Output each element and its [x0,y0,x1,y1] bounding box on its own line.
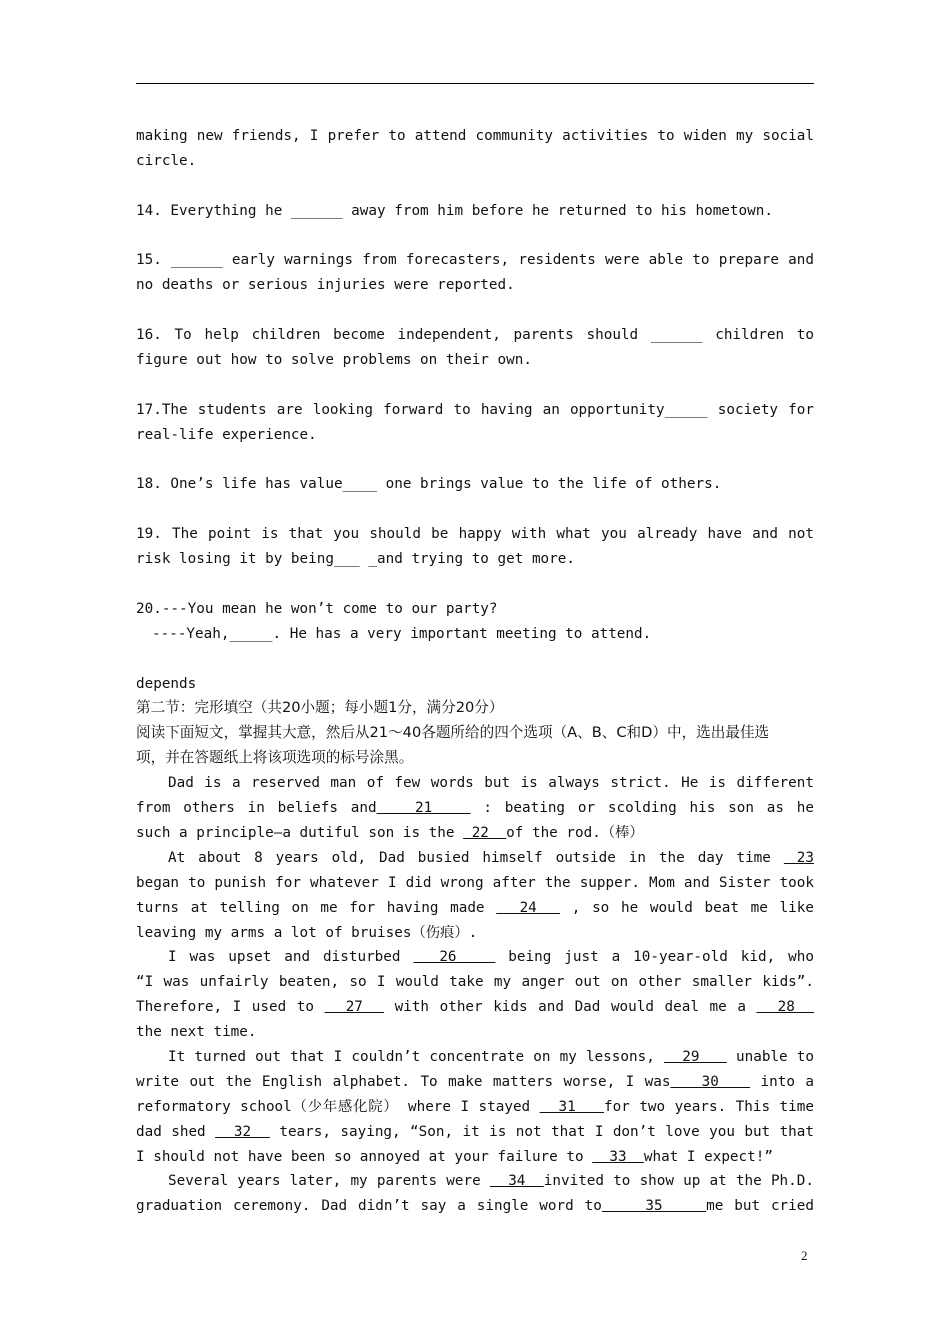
passage-line: It turned out that I couldn’t concentrate on my lessons, 29 unable to [168,1048,814,1065]
q19-stem: risk losing it by being___ _and trying to get more. [136,551,575,568]
q18-stem: 18. One’s life has value____ one brings value to the life of others. [136,476,722,493]
blank-21: 21 [376,800,471,817]
q14-options [136,224,814,249]
passage-line: At about 8 years old, Dad busied himself outside in the day time 23 [168,849,814,866]
q17-stem: 17.The students are looking forward to having an opportunity_____ society for [136,401,814,418]
q13-options [136,174,814,199]
q20-option-continued: depends [136,675,197,692]
passage-line: graduation ceremony. Dad didn’t say a single word to 35 me but cried [136,1198,814,1215]
q19-stem: 19. The point is that you should be happy with what you already have and not [136,526,814,543]
q16-stem: 16. To help children become independent, parents should ______ children to [136,327,814,344]
q20-stem: 20.---You mean he won’t come to our party? [136,600,498,617]
q18-options [136,497,814,522]
passage-line: began to punish for whatever I did wrong after the supper. Mom and Sister took [136,874,814,891]
blank-32: 32 [215,1123,270,1140]
passage-line: dad shed 32 tears, saying, “Son, it is not that I don’t love you but that [136,1123,814,1140]
instructions: 阅读下面短文，掌握其大意，然后从21～40各题所给的四个选项（A、B、C和D）中，选出最佳选 [136,724,770,742]
exam-page-content [136,124,814,1219]
passage-line: the next time. [136,1024,257,1041]
q16-stem: figure out how to solve problems on their own. [136,352,532,369]
passage-line: such a principle—a dutiful son is the 22 of the rod.（棒） [136,824,644,841]
blank-22: 22 [463,824,507,841]
passage-line: Several years later, my parents were 34 invited to show up at the Ph.D. [168,1173,814,1190]
blank-27: 27 [324,999,385,1016]
passage-line: Therefore, I used to 27 with other kids and Dad would deal me a 28 [136,999,814,1016]
q17-stem: real-life experience. [136,426,317,443]
blank-30: 30 [670,1073,751,1090]
passage-line: I should not have been so annoyed at your failure to 33 what I expect!” [136,1148,773,1165]
passage-line: write out the English alphabet. To make matters worse, I was 30 into a [136,1073,814,1090]
blank-29: 29 [663,1048,727,1065]
page-number: 2 [801,1248,808,1263]
section-title: 第二节：完形填空（共20小题；每小题1分，满分20分） [136,699,504,717]
blank-31: 31 [539,1098,605,1115]
passage-line: leaving my arms a lot of bruises（伤痕）. [136,924,478,941]
passage-line: from others in beliefs and 21 : beating or scolding his son as he [136,800,814,817]
blank-33: 33 [592,1148,644,1165]
q20-stem: ----Yeah,_____. He has a very important meeting to attend. [152,625,652,642]
passage-line: I was upset and disturbed 26 being just a 10-year-old kid, who [168,949,814,966]
blank-28: 28 [756,999,814,1016]
passage-line: reformatory school（少年感化院） where I stayed 31 for two years. This time [136,1098,814,1115]
instructions: 项，并在答题纸上将该项选项的标号涂黑。 [136,749,414,767]
q15-options [136,298,814,323]
passage-line: Dad is a reserved man of few words but is always strict. He is different [168,775,814,792]
q20-options [136,647,814,672]
q15-stem: no deaths or serious injuries were reported. [136,277,515,294]
q17-options [136,448,814,473]
blank-26: 26 [413,949,496,966]
header-rule [136,83,814,84]
q15-stem: 15. ______ early warnings from forecasters, residents were able to prepare and [136,252,814,269]
blank-24: 24 [496,899,561,916]
blank-35: 35 [601,1198,707,1215]
q13-continued-line: making new friends, I prefer to attend community activities to widen my social [136,128,814,144]
q13-continued-line: circle. [136,152,197,169]
q19-options [136,572,814,597]
passage-line: “I was unfairly beaten, so I would take my anger out on other smaller kids”. [136,974,814,991]
passage-line: turns at telling on me for having made 24 , so he would beat me like [136,899,814,916]
q16-options [136,373,814,398]
blank-23: 23 [783,849,814,866]
q14-stem: 14. Everything he ______ away from him before he returned to his hometown. [136,202,773,219]
blank-34: 34 [489,1173,544,1190]
